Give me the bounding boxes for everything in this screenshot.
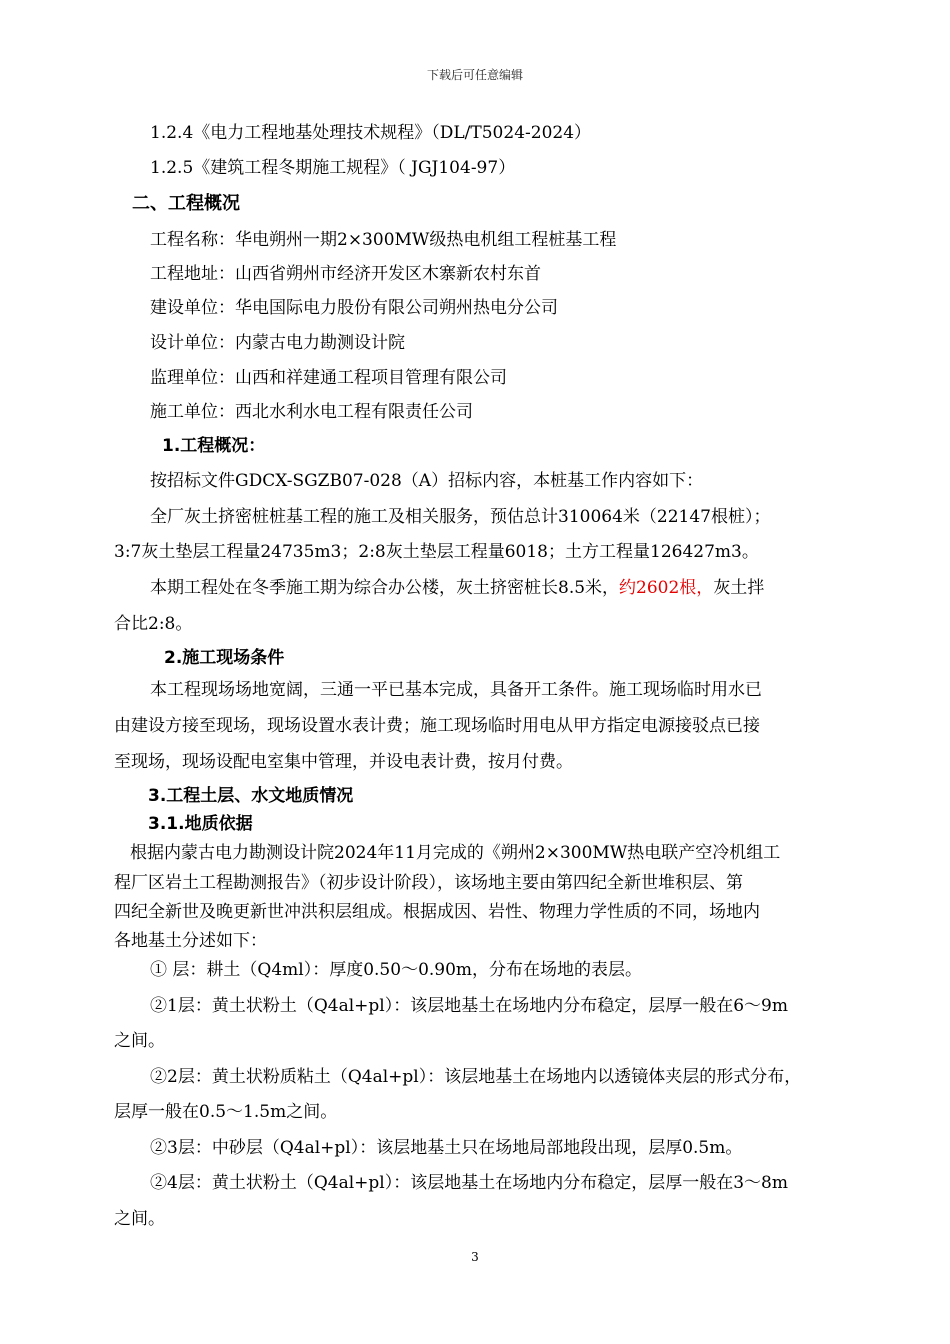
text-line: 由建设方接至现场，现场设置水表计费；施工现场临时用电从甲方指定电源接驳点已接 — [114, 716, 760, 736]
text-line: 工程地址：山西省朔州市经济开发区木寨新农村东首 — [150, 264, 541, 284]
text-line: ②4层：黄土状粉土（Q4al+pl）：该层地基土在场地内分布稳定，层厚一般在3～8m — [150, 1173, 788, 1193]
text-line: 四纪全新世及晚更新世冲洪积层组成。根据成因、岩性、物理力学性质的不同，场地内 — [114, 902, 760, 922]
highlighted-text: 约2602根， — [619, 578, 714, 598]
text-line: 程厂区岩土工程勘测报告》（初步设计阶段），该场地主要由第四纪全新世堆积层、第 — [114, 873, 743, 893]
text-line: 至现场，现场设配电室集中管理，并设电表计费，按月付费。 — [114, 752, 573, 772]
page-header: 下载后可任意编辑 — [426, 68, 523, 82]
text-line: 之间。 — [114, 1031, 165, 1051]
text-line: 设计单位：内蒙古电力勘测设计院 — [150, 333, 405, 353]
text-line: 合比2:8。 — [114, 614, 193, 634]
text-line: 层厚一般在0.5～1.5m之间。 — [114, 1102, 338, 1122]
text-line: ②2层：黄土状粉质粘土（Q4al+pl）：该层地基土在场地内以透镜体夹层的形式分布， — [150, 1067, 802, 1087]
text-line: 1.2.4《电力工程地基处理技术规程》（DL/T5024-2024） — [150, 123, 592, 143]
text-line: ① 层：耕土（Q4ml）：厚度0.50～0.90m，分布在场地的表层。 — [150, 960, 643, 980]
text-line: ②1层：黄土状粉土（Q4al+pl）：该层地基土在场地内分布稳定，层厚一般在6～9m — [150, 996, 788, 1016]
text-line: 本工程现场场地宽阔，三通一平已基本完成，具备开工条件。施工现场临时用水已 — [150, 680, 762, 700]
text-line — [150, 577, 764, 599]
page-number: 3 — [471, 1250, 479, 1264]
subsection-heading: 1.工程概况： — [162, 436, 266, 456]
text-segment: 灰土拌 — [713, 578, 765, 598]
text-line: 建设单位：华电国际电力股份有限公司朔州热电分公司 — [150, 298, 558, 318]
text-line: 根据内蒙古电力勘测设计院2024年11月完成的《朔州2×300MW热电联产空冷机组工 — [130, 843, 781, 863]
text-line: ②3层：中砂层（Q4al+pl）：该层地基土只在场地局部地段出现，层厚0.5m。 — [150, 1138, 743, 1158]
text-line: 3:7灰土垫层工程量24735m3；2:8灰土垫层工程量6018；土方工程量126427m3。 — [114, 542, 759, 562]
text-segment: 本期工程处在冬季施工期为综合办公楼，灰土挤密桩长8.5米， — [150, 578, 620, 598]
subsection-heading: 3.工程土层、水文地质情况 — [148, 786, 354, 806]
text-line: 各地基土分述如下： — [114, 931, 267, 951]
subsection-heading: 3.1.地质依据 — [148, 814, 253, 834]
subsection-heading: 2.施工现场条件 — [164, 648, 285, 668]
text-line: 全厂灰土挤密桩桩基工程的施工及相关服务，预估总计310064米（22147根桩）； — [150, 507, 771, 527]
text-line: 施工单位：西北水利水电工程有限责任公司 — [150, 402, 473, 422]
text-line: 1.2.5《建筑工程冬期施工规程》（ JGJ104-97） — [150, 158, 516, 178]
text-line: 监理单位：山西和祥建通工程项目管理有限公司 — [150, 368, 507, 388]
text-line: 工程名称：华电朔州一期2×300MW级热电机组工程桩基工程 — [150, 230, 617, 250]
text-line: 按招标文件GDCX-SGZB07-028（A）招标内容，本桩基工作内容如下： — [150, 471, 704, 491]
text-line: 之间。 — [114, 1209, 165, 1229]
section-heading: 二、工程概况 — [132, 193, 240, 214]
